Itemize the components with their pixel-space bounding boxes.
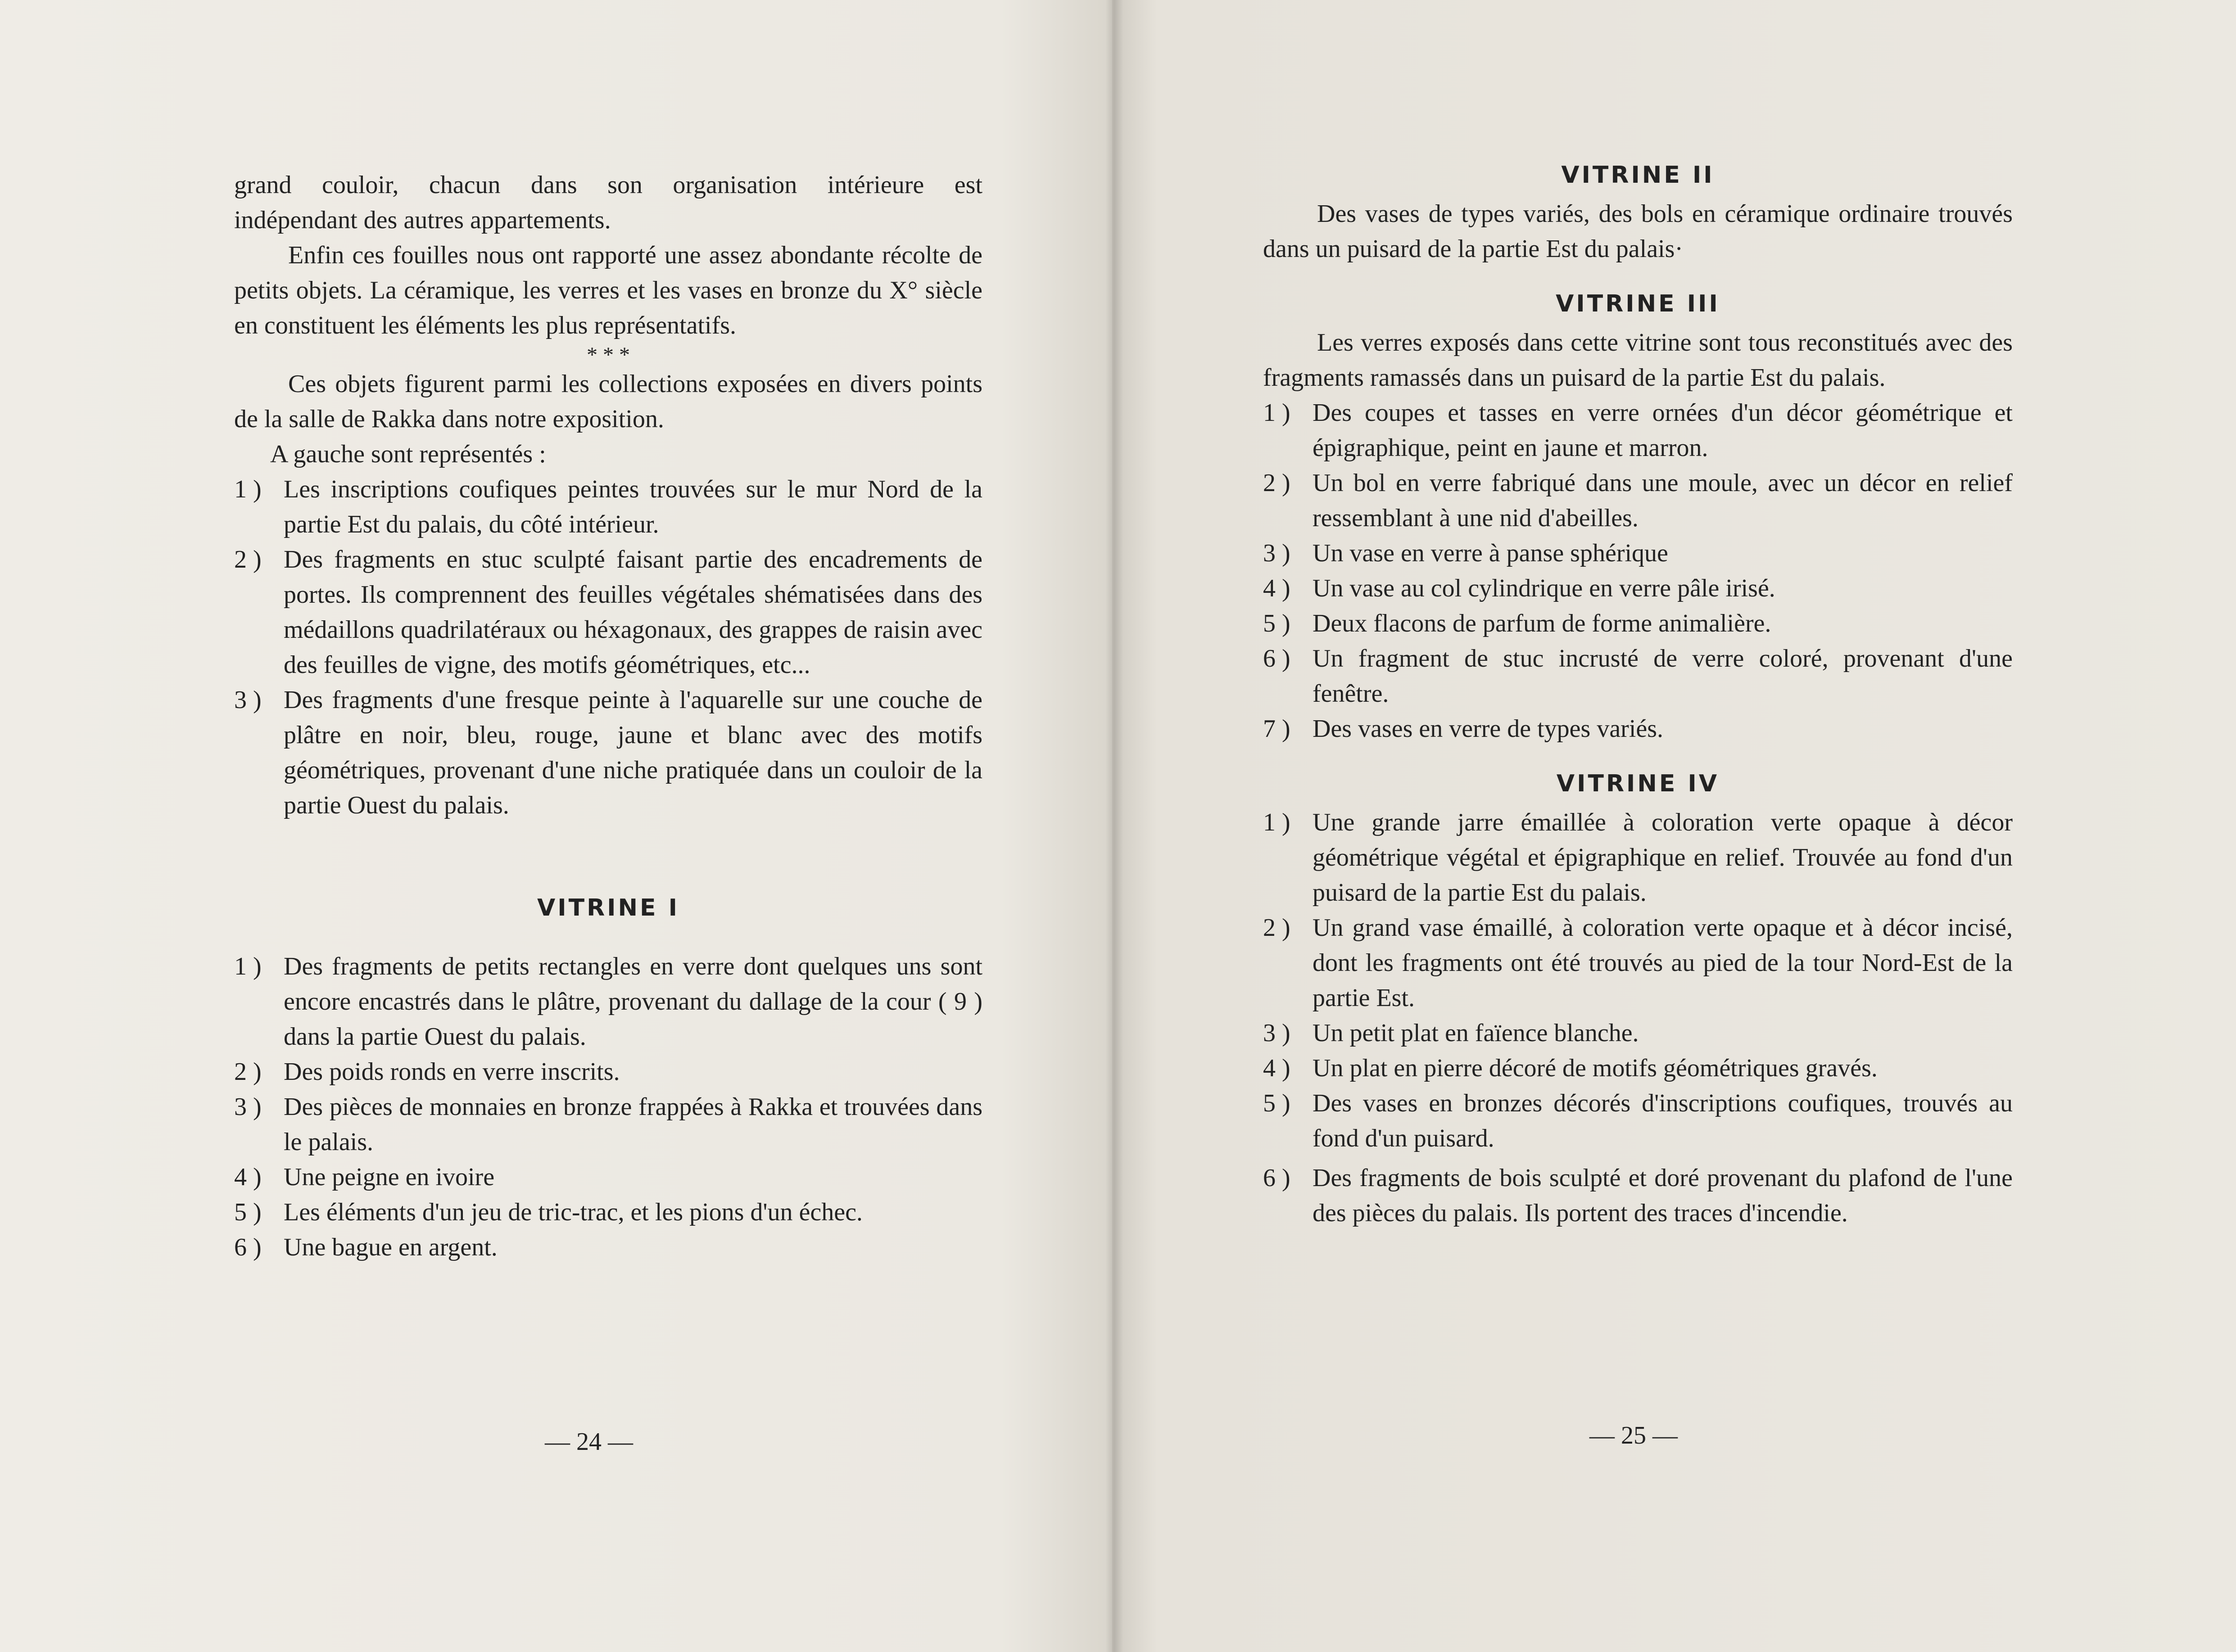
intro-line-2: indépendant des autres appartements. xyxy=(234,206,611,234)
list-item xyxy=(1263,1051,2013,1086)
item-number: 2 ) xyxy=(234,546,262,573)
item-number: 2 ) xyxy=(1263,914,1290,942)
item-number: 4 ) xyxy=(234,1163,262,1191)
item-number: 1 ) xyxy=(1263,399,1290,427)
page-number-left: — 24 — xyxy=(545,1428,633,1456)
book-gutter xyxy=(1105,0,1123,1652)
item-number: 7 ) xyxy=(1263,715,1290,743)
left-page-text xyxy=(234,167,982,1265)
vitrine-3-intro: Les verres exposés dans cette vitrine sont tous reconstitués avec des fragments ramassés dans un puisard de la partie Est du palais. xyxy=(1263,329,2013,392)
item-number: 2 ) xyxy=(1263,469,1290,497)
item-text: Un petit plat en faïence blanche. xyxy=(1313,1019,1639,1047)
vitrine-2-heading: VITRINE II xyxy=(1561,162,1715,189)
item-number: 5 ) xyxy=(234,1198,262,1226)
item-text: Un fragment de stuc incrusté de verre coloré, provenant d'une fenêtre. xyxy=(1313,645,2013,708)
item-text: Des fragments en stuc sculpté faisant partie des encadrements de portes. Ils comprennent des feuilles végétales shématisées dans des médaillons quadrilatéraux ou héxagonaux, des grappes de raisin avec des feuilles de vigne, des motifs géométriques, etc... xyxy=(284,546,982,679)
vitrine-4-heading: VITRINE IV xyxy=(1556,770,1720,797)
item-text: Des fragments d'une fresque peinte à l'aquarelle sur une couche de plâtre en noir, bleu, rouge, jaune et blanc avec des motifs géométriques, provenant d'une niche pratiquée dans un couloir de la partie Ouest du palais. xyxy=(284,686,982,819)
paragraph-3: Ces objets figurent parmi les collections exposées en divers points de la salle de Rakka dans notre exposition. xyxy=(234,370,982,433)
item-number: 3 ) xyxy=(1263,539,1290,567)
item-text: Les inscriptions coufiques peintes trouvées sur le mur Nord de la partie Est du palais, du côté intérieur. xyxy=(284,475,982,538)
right-page-text xyxy=(1263,158,2013,1231)
item-text: Un grand vase émaillé, à coloration verte opaque et à décor incisé, dont les fragments ont été trouvés au pied de la tour Nord-Est de la partie Est. xyxy=(1313,914,2013,1012)
list-item xyxy=(1263,606,2013,641)
list-item xyxy=(234,542,982,682)
list-item xyxy=(234,472,982,542)
list-item xyxy=(1263,711,2013,746)
list-item xyxy=(1263,910,2013,1016)
vitrine-2-text: Des vases de types variés, des bols en céramique ordinaire trouvés dans un puisard de la partie Est du palais· xyxy=(1263,200,2013,263)
item-number: 6 ) xyxy=(1263,1164,1290,1192)
item-number: 6 ) xyxy=(1263,645,1290,673)
item-number: 1 ) xyxy=(234,952,262,980)
list-item xyxy=(1263,1016,2013,1051)
list-item xyxy=(234,1195,982,1230)
vitrine-1-heading: VITRINE I xyxy=(537,894,679,921)
list-item xyxy=(1263,805,2013,910)
list-item xyxy=(1263,1086,2013,1156)
list-item xyxy=(234,949,982,1054)
item-text: Deux flacons de parfum de forme animalière. xyxy=(1313,609,1771,637)
item-text: Un plat en pierre décoré de motifs géométriques gravés. xyxy=(1313,1054,1878,1082)
list-item xyxy=(1263,465,2013,536)
item-number: 5 ) xyxy=(1263,609,1290,637)
item-number: 4 ) xyxy=(1263,1054,1290,1082)
list-item xyxy=(1263,395,2013,465)
left-wall-intro: A gauche sont représentés : xyxy=(270,440,546,468)
item-text: Des vases en bronzes décorés d'inscriptions coufiques, trouvés au fond d'un puisard. xyxy=(1313,1089,2013,1152)
item-text: Des fragments de bois sculpté et doré provenant du plafond de l'une des pièces du palais. Ils portent des traces d'incendie. xyxy=(1313,1164,2013,1227)
item-text: Une bague en argent. xyxy=(284,1233,498,1261)
section-separator: * * * xyxy=(587,343,630,367)
item-text: Des fragments de petits rectangles en verre dont quelques uns sont encore encastrés dans le plâtre, provenant du dallage de la cour ( 9 ) dans la partie Ouest du palais. xyxy=(284,952,982,1051)
intro-line-1: grand couloir, chacun dans son organisation intérieure est xyxy=(234,171,982,199)
item-text: Un vase au col cylindrique en verre pâle irisé. xyxy=(1313,574,1775,602)
item-text: Une grande jarre émaillée à coloration verte opaque à décor géométrique végétal et épigraphique en relief. Trouvée au fond d'un puisard de la partie Est du palais. xyxy=(1313,808,2013,907)
list-item xyxy=(1263,641,2013,711)
item-text: Une peigne en ivoire xyxy=(284,1163,495,1191)
list-item xyxy=(234,682,982,823)
paragraph-2: Enfin ces fouilles nous ont rapporté une assez abondante récolte de petits objets. La céramique, les verres et les vases en bronze du X° siècle en constituent les éléments les plus représentatifs. xyxy=(234,241,982,339)
item-text: Un vase en verre à panse sphérique xyxy=(1313,539,1668,567)
item-number: 2 ) xyxy=(234,1058,262,1086)
list-item xyxy=(1263,1160,2013,1231)
item-number: 3 ) xyxy=(1263,1019,1290,1047)
item-text: Les éléments d'un jeu de tric-trac, et les pions d'un échec. xyxy=(284,1198,863,1226)
list-item xyxy=(234,1230,982,1265)
list-item xyxy=(1263,571,2013,606)
item-number: 3 ) xyxy=(234,686,262,714)
left-page xyxy=(0,0,1112,1652)
vitrine-3-heading: VITRINE III xyxy=(1556,290,1720,317)
item-text: Un bol en verre fabriqué dans une moule, avec un décor en relief ressemblant à une nid d'abeilles. xyxy=(1313,469,2013,532)
item-number: 3 ) xyxy=(234,1093,262,1121)
item-number: 5 ) xyxy=(1263,1089,1290,1117)
item-number: 1 ) xyxy=(1263,808,1290,836)
list-item xyxy=(1263,536,2013,571)
item-number: 6 ) xyxy=(234,1233,262,1261)
list-item xyxy=(234,1089,982,1160)
item-number: 4 ) xyxy=(1263,574,1290,602)
item-text: Des coupes et tasses en verre ornées d'un décor géométrique et épigraphique, peint en jaune et marron. xyxy=(1313,399,2013,462)
item-number: 1 ) xyxy=(234,475,262,503)
item-text: Des pièces de monnaies en bronze frappées à Rakka et trouvées dans le palais. xyxy=(284,1093,982,1156)
page-number-right: — 25 — xyxy=(1589,1422,1678,1449)
list-item xyxy=(234,1054,982,1089)
item-text: Des vases en verre de types variés. xyxy=(1313,715,1664,743)
list-item xyxy=(234,1160,982,1195)
item-text: Des poids ronds en verre inscrits. xyxy=(284,1058,620,1086)
